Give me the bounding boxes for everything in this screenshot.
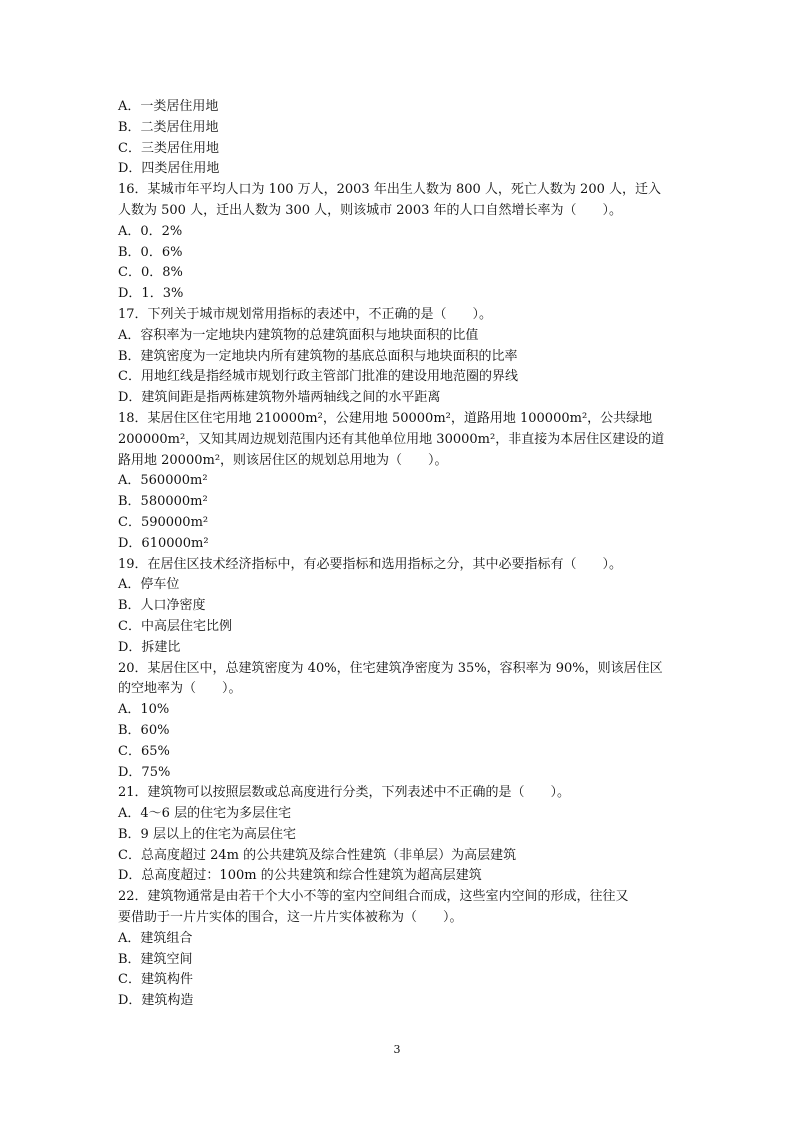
text-line: 19．在居住区技术经济指标中，有必要指标和选用指标之分，其中必要指标有（ ）。 xyxy=(118,556,623,572)
text-line: D．75% xyxy=(118,764,171,780)
document-body xyxy=(118,97,678,1012)
text-line: D．610000m² xyxy=(118,535,209,551)
text-line: C．65% xyxy=(118,743,170,759)
text-line: B．60% xyxy=(118,722,170,738)
text-line: B．建筑空间 xyxy=(118,951,193,967)
text-line: A．容积率为一定地块内建筑物的总建筑面积与地块面积的比值 xyxy=(118,327,479,343)
text-line: 20．某居住区中，总建筑密度为 40%，住宅建筑净密度为 35%，容积率为 90%，则该居住区 xyxy=(118,660,663,676)
text-line: A．560000m² xyxy=(118,473,208,489)
page-number: 3 xyxy=(393,1043,401,1056)
text-line: D．四类居住用地 xyxy=(118,161,220,177)
text-line: 22．建筑物通常是由若干个大小不等的室内空间组合而成，这些室内空间的形成，往往又 xyxy=(118,889,629,905)
text-line: C．用地红线是指经城市规划行政主管部门批准的建设用地范圈的界线 xyxy=(118,369,518,385)
text-line: C．中高层住宅比例 xyxy=(118,618,232,634)
text-line: A．停车位 xyxy=(118,577,180,593)
text-line: D．拆建比 xyxy=(118,639,181,655)
text-line: A．一类居住用地 xyxy=(118,99,219,114)
text-line: C．0．8% xyxy=(118,265,183,281)
text-line: B．二类居住用地 xyxy=(118,119,219,135)
text-line: 16．某城市年平均人口为 100 万人，2003 年出生人数为 800 人，死亡人数为 200 人，迁入 xyxy=(118,182,661,198)
text-line: D．建筑构造 xyxy=(118,993,194,1009)
text-line: A．建筑组合 xyxy=(118,930,193,946)
text-line: 17．下列关于城市规划常用指标的表述中，不正确的是（ ）。 xyxy=(118,306,493,322)
text-line: 21．建筑物可以按照层数或总高度进行分类，下列表述中不正确的是（ ）。 xyxy=(118,785,571,801)
text-line: C．590000m² xyxy=(118,514,209,530)
text-line: 路用地 20000m²，则该居住区的规划总用地为（ ）。 xyxy=(118,452,448,468)
text-line: B．人口净密度 xyxy=(118,598,206,614)
text-line: B．9 层以上的住宅为高层住宅 xyxy=(118,826,296,842)
text-line: A．4～6 层的住宅为多层住宅 xyxy=(118,806,292,822)
text-line: D．总高度超过：100m 的公共建筑和综合性建筑为超高层建筑 xyxy=(118,868,482,884)
text-line: 18．某居住区住宅用地 210000m²，公建用地 50000m²，道路用地 100000m²，公共绿地 xyxy=(118,410,653,426)
text-line: B．建筑密度为一定地块内所有建筑物的基底总面积与地块面积的比率 xyxy=(118,348,518,364)
text-line: C．建筑构件 xyxy=(118,972,193,988)
text-line: B．0．6% xyxy=(118,244,183,260)
text-line: D．建筑间距是指两栋建筑物外墙两轴线之间的水平距离 xyxy=(118,390,441,406)
text-line: 人数为 500 人，迁出人数为 300 人，则该城市 2003 年的人口自然增长率为（ ）。 xyxy=(118,202,623,218)
text-line: 的空地率为（ ）。 xyxy=(118,681,242,697)
text-line: A．0．2% xyxy=(118,223,183,239)
text-line: 200000m²，又知其周边规划范围内还有其他单位用地 30000m²，非直接为本居住区建设的道 xyxy=(118,431,665,447)
text-line: D．1．3% xyxy=(118,286,184,302)
text-line: C．总高度超过 24m 的公共建筑及综合性建筑（非单层）为高层建筑 xyxy=(118,847,517,863)
text-line: B．580000m² xyxy=(118,494,208,510)
text-line: 要借助于一片片实体的围合，这一片片实体被称为（ ）。 xyxy=(118,910,463,926)
text-line: A．10% xyxy=(118,702,170,718)
text-line: C．三类居住用地 xyxy=(118,140,219,156)
